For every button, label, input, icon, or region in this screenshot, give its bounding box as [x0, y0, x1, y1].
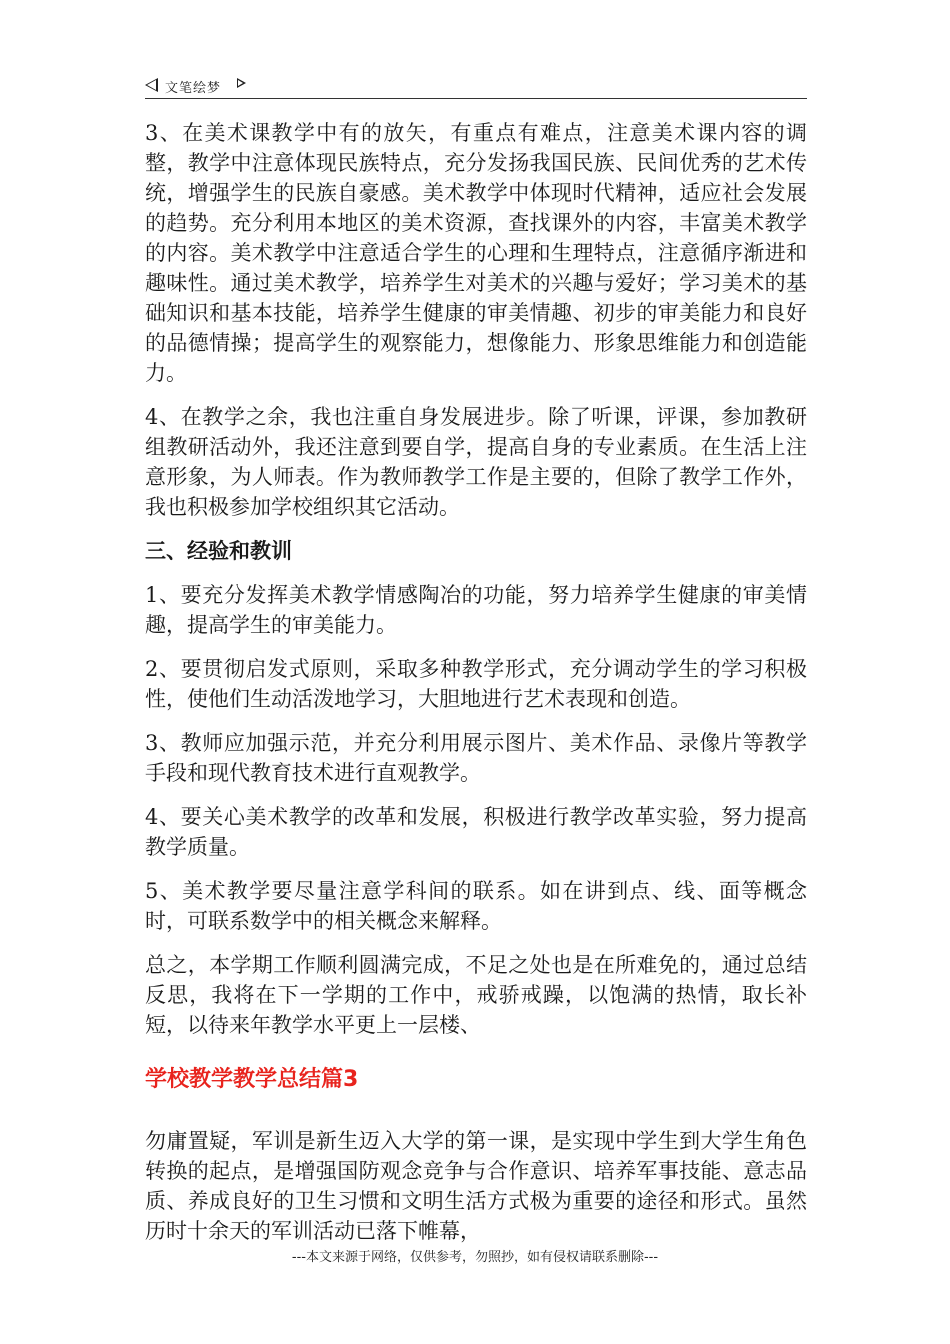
lesson-item-2: 2、要贯彻启发式原则，采取多种教学形式，充分调动学生的学习积极性，使他们生动活泼地学习，大胆地进行艺术表现和创造。: [145, 657, 807, 711]
lesson-item-1: 1、要充分发挥美术教学情感陶冶的功能，努力培养学生健康的审美情趣，提高学生的审美能力。: [145, 583, 807, 637]
conclusion-paragraph: 总之，本学期工作顺利圆满完成，不足之处也是在所难免的，通过总结反思，我将在下一学期的工作中，戒骄戒躁，以饱满的热情，取长补短，以待来年教学水平更上一层楼、: [145, 953, 807, 1037]
page-footer-note: ---本文来源于网络，仅供参考，勿照抄，如有侵权请联系删除---: [291, 1250, 659, 1265]
paragraph-item-4: 4、在教学之余，我也注重自身发展进步。除了听课，评课，参加教研组教研活动外，我还注意到要自学，提高自身的专业素质。在生活上注意形象，为人师表。作为教师教学工作是主要的，但除了教学工作外，我也积极参加学校组织其它活动。: [145, 405, 807, 519]
header-brand: 文笔绘梦: [165, 81, 222, 96]
page-header: [145, 70, 807, 99]
lesson-item-4: 4、要关心美术教学的改革和发展，积极进行教学改革实验，努力提高教学质量。: [145, 805, 807, 859]
paragraph-item-3: 3、在美术课教学中有的放矢，有重点有难点，注意美术课内容的调整，教学中注意体现民族特点，充分发扬我国民族、民间优秀的艺术传统，增强学生的民族自豪感。美术教学中体现时代精神，适应社会发展的趋势。充分利用本地区的美术资源，查找课外的内容，丰富美术教学的内容。美术教学中注意适合学生的心理和生理特点，注意循序渐进和趣味性。通过美术教学，培养学生对美术的兴趣与爱好；学习美术的基础知识和基本技能，培养学生健康的审美情趣、初步的审美能力和良好的品德情操；提高学生的观察能力，想像能力、形象思维能力和创造能力。: [145, 121, 807, 385]
triangle-left-icon: [145, 78, 158, 92]
lesson-item-3: 3、教师应加强示范，并充分利用展示图片、美术作品、录像片等教学手段和现代教育技术进行直观教学。: [145, 731, 807, 785]
article-intro-paragraph: 勿庸置疑，军训是新生迈入大学的第一课，是实现中学生到大学生角色转换的起点，是增强国防观念竞争与合作意识、培养军事技能、意志品质、养成良好的卫生习惯和文明生活方式极为重要的途径和形式。虽然历时十余天的军训活动已落下帷幕，: [145, 1129, 807, 1243]
lesson-item-5: 5、美术教学要尽量注意学科间的联系。如在讲到点、线、面等概念时，可联系数学中的相关概念来解释。: [145, 879, 807, 933]
section-heading: 三、经验和教训: [145, 539, 292, 563]
triangle-right-icon: [237, 78, 246, 88]
article-title: 学校教学教学总结篇3: [145, 1067, 359, 1092]
document-body: [145, 118, 807, 1260]
